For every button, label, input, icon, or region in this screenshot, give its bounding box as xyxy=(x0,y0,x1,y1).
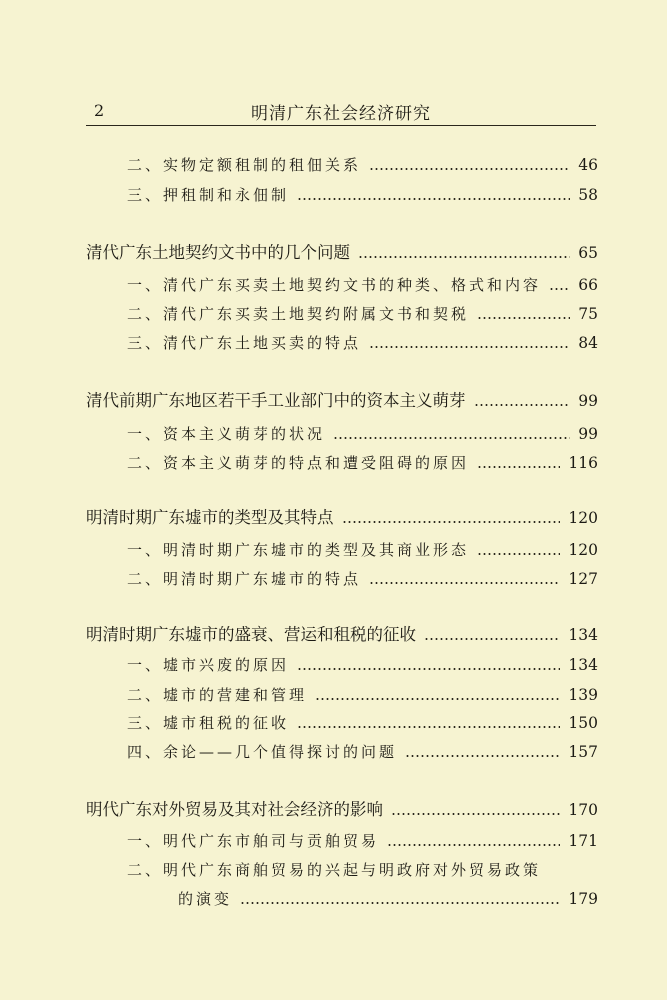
toc-entry-title: 一、清代广东买卖土地契约文书的种类、格式和内容 xyxy=(127,276,542,294)
toc-section-entry xyxy=(127,680,598,706)
page-number: 2 xyxy=(94,101,105,120)
dot-leader xyxy=(297,726,560,728)
toc-page-number: 134 xyxy=(568,656,598,674)
dot-leader xyxy=(358,256,570,258)
toc-section-entry xyxy=(127,270,598,296)
dot-leader xyxy=(240,902,560,904)
dot-leader xyxy=(424,638,560,640)
dot-leader xyxy=(297,198,570,200)
toc-section-entry xyxy=(127,535,598,561)
toc-entry-title: 清代前期广东地区若干手工业部门中的资本主义萌芽 xyxy=(86,391,466,410)
toc-entry-title: 四、余论——几个值得探讨的问题 xyxy=(127,743,398,761)
toc-section-entry xyxy=(127,180,598,206)
dot-leader xyxy=(315,698,560,700)
toc-entry-title: 明清时期广东墟市的类型及其特点 xyxy=(86,508,334,527)
toc-page-number: 150 xyxy=(568,714,598,732)
toc-section-entry xyxy=(178,884,598,910)
toc-section-entry xyxy=(127,737,598,763)
dot-leader xyxy=(405,755,560,757)
toc-entry-title: 二、清代广东买卖土地契约附属文书和契税 xyxy=(127,305,470,323)
dot-leader xyxy=(477,553,560,555)
toc-page-number: 99 xyxy=(578,425,598,443)
toc-chapter-entry xyxy=(86,386,598,412)
toc-entry-title: 明代广东对外贸易及其对社会经济的影响 xyxy=(86,800,383,819)
toc-entry-title: 的演变 xyxy=(178,890,233,908)
toc-section-entry xyxy=(127,419,598,445)
toc-entry-title: 清代广东土地契约文书中的几个问题 xyxy=(86,243,350,262)
dot-leader xyxy=(369,582,560,584)
dot-leader xyxy=(333,437,570,439)
toc-page-number: 46 xyxy=(578,156,598,174)
toc-entry-title: 三、墟市租税的征收 xyxy=(127,714,290,732)
dot-leader xyxy=(342,521,561,523)
toc-entry-title: 一、明清时期广东墟市的类型及其商业形态 xyxy=(127,541,470,559)
toc-page-number: 171 xyxy=(568,832,598,850)
toc-section-entry xyxy=(127,150,598,176)
book-title: 明清广东社会经济研究 xyxy=(251,104,431,124)
toc-entry-title: 三、押租制和永佃制 xyxy=(127,186,290,204)
toc-entry-title: 二、实物定额租制的租佃关系 xyxy=(127,156,362,174)
toc-page-number: 127 xyxy=(568,570,598,588)
toc-chapter-entry xyxy=(86,795,598,821)
toc-page-number: 99 xyxy=(578,392,598,410)
dot-leader xyxy=(297,668,560,670)
toc-section-entry xyxy=(127,328,598,354)
toc-entry-title: 二、墟市的营建和管理 xyxy=(127,686,308,704)
toc-page-number: 120 xyxy=(568,509,598,527)
toc-page-number: 84 xyxy=(578,334,598,352)
toc-entry-title: 明清时期广东墟市的盛衰、营运和租税的征收 xyxy=(86,625,416,644)
toc-section-entry xyxy=(127,708,598,734)
toc-entry-title: 三、清代广东土地买卖的特点 xyxy=(127,334,362,352)
dot-leader xyxy=(549,288,570,290)
dot-leader xyxy=(474,404,571,406)
toc-entry-title: 一、资本主义萌芽的状况 xyxy=(127,425,326,443)
toc-page-number: 120 xyxy=(568,541,598,559)
toc-section-entry xyxy=(127,448,598,474)
toc-chapter-entry xyxy=(86,238,598,264)
toc-section-entry xyxy=(127,299,598,325)
toc-entry-title: 一、明代广东市舶司与贡舶贸易 xyxy=(127,832,380,850)
toc-page-number: 75 xyxy=(578,305,598,323)
toc-section-entry xyxy=(127,855,598,881)
dot-leader xyxy=(391,813,560,815)
toc-page-number: 66 xyxy=(578,276,598,294)
toc-section-entry xyxy=(127,650,598,676)
toc-page-number: 157 xyxy=(568,743,598,761)
toc-page-number: 65 xyxy=(578,244,598,262)
toc-page-number: 179 xyxy=(568,890,598,908)
toc-entry-title: 二、资本主义萌芽的特点和遭受阻碍的原因 xyxy=(127,454,470,472)
toc-entry-title: 一、墟市兴废的原因 xyxy=(127,656,290,674)
toc-chapter-entry xyxy=(86,503,598,529)
dot-leader xyxy=(387,844,560,846)
toc-chapter-entry xyxy=(86,620,598,646)
toc-entry-title: 二、明代广东商舶贸易的兴起与明政府对外贸易政策 xyxy=(127,861,542,879)
toc-page-number: 116 xyxy=(568,454,598,472)
toc-entry-title: 二、明清时期广东墟市的特点 xyxy=(127,570,362,588)
toc-page-number: 139 xyxy=(568,686,598,704)
toc-page-number: 170 xyxy=(568,801,598,819)
dot-leader xyxy=(369,168,570,170)
toc-page-number: 58 xyxy=(578,186,598,204)
toc-section-entry xyxy=(127,826,598,852)
dot-leader xyxy=(477,466,560,468)
toc-section-entry xyxy=(127,564,598,590)
dot-leader xyxy=(369,346,570,348)
toc-page-number: 134 xyxy=(568,626,598,644)
dot-leader xyxy=(477,317,570,319)
